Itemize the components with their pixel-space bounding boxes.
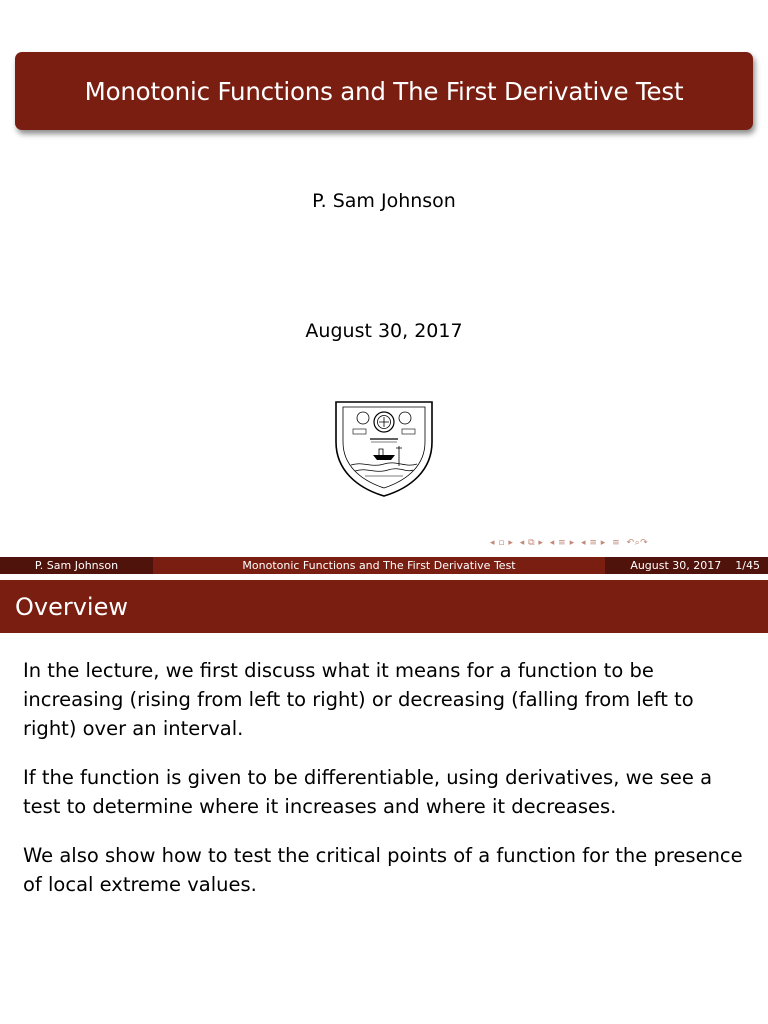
footer-title: Monotonic Functions and The First Derivative Test [242,559,516,572]
nav-subsection-icon[interactable]: ◂ ⧉ ▸ [519,538,544,548]
frame-title: Overview [15,592,128,621]
slide-body [23,656,748,919]
footer-page-number: 1/45 [735,559,760,572]
nav-section-icon[interactable]: ◂ ≡ ▸ [549,538,575,548]
beamer-navigation-symbols[interactable] [490,538,768,554]
footer-date-page [605,557,768,574]
author-name: P. Sam Johnson [312,190,456,212]
title-block [15,52,753,130]
presentation-title: Monotonic Functions and The First Derivative Test [84,76,684,106]
nav-search-back-icon[interactable]: ↶⌕↷ [626,538,649,548]
footer-date: August 30, 2017 [630,559,722,572]
nav-toc-icon[interactable]: ≡ [612,538,621,548]
slide-footer [0,557,768,574]
nav-document-icon[interactable]: ◂ ≡ ▸ [580,538,606,548]
presentation-date: August 30, 2017 [305,320,463,342]
nitk-emblem-icon [333,398,435,498]
nav-frame-prev-icon[interactable]: ◂ ▫ ▸ [490,538,514,548]
footer-author: P. Sam Johnson [0,557,153,574]
frame-title-bar [0,580,768,633]
paragraph: In the lecture, we first discuss what it means for a function to be increasing (rising from left to right) or decreasing (falling from left to right) over an interval. [23,659,694,740]
paragraph: If the function is given to be differentiable, using derivatives, we see a test to determine where it increases and where it decreases. [23,766,713,818]
paragraph: We also show how to test the critical points of a function for the presence of local extreme values. [23,844,743,896]
